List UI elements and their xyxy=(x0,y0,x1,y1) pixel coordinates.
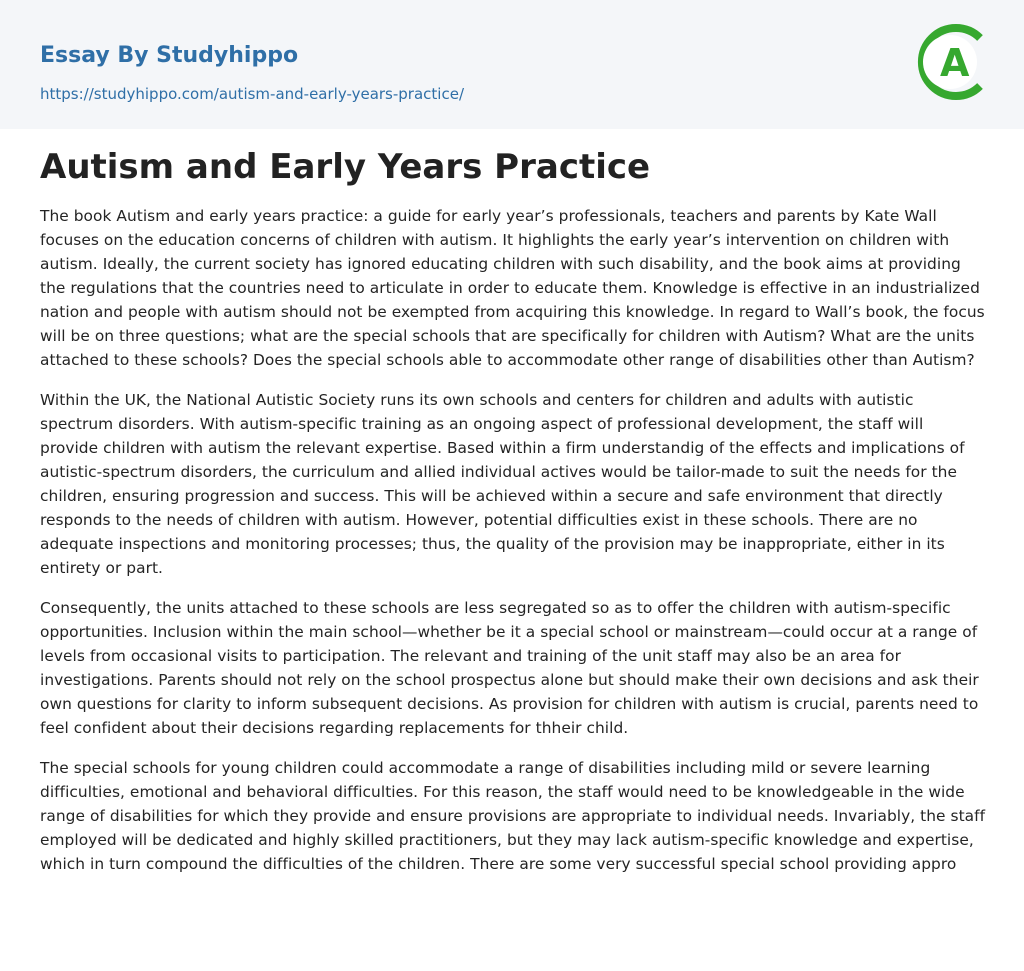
brand-title[interactable]: Essay By Studyhippo xyxy=(40,43,299,68)
essay-paragraph: Consequently, the units attached to these schools are less segregated so as to offer the children with autism-specific opportunities. Inclusion within the main school—whether be it a special school or mainstream—could occur at a range of levels from occasional visits to participation. The relevant and training of the unit staff may also be an area for investigations. Parents should not rely on the school prospectus alone but should make their own decisions and ask their own questions for clarity to inform subsequent decisions. As provision for children with autism is crucial, parents need to feel confident about their decisions regarding replacements for thheir child. xyxy=(40,599,979,737)
source-url-link[interactable]: https://studyhippo.com/autism-and-early-years-practice/ xyxy=(40,85,464,103)
essay-content xyxy=(40,140,986,892)
logo-letter: A xyxy=(940,41,970,85)
essay-title: Autism and Early Years Practice xyxy=(40,147,651,187)
studyhippo-logo-icon[interactable] xyxy=(912,18,988,106)
essay-paragraph: The book Autism and early years practice: a guide for early year’s professionals, teachers and parents by Kate Wall focuses on the education concerns of children with autism. It highlights the early year’s intervention on children with autism. Ideally, the current society has ignored educating children with such disability, and the book aims at providing the regulations that the countries need to articulate in order to educate them. Knowledge is effective in an industrialized nation and people with autism should not be exempted from acquiring this knowledge. In regard to Wall’s book, the focus will be on three questions; what are the special schools that are specifically for children with Autism? What are the units attached to these schools? Does the special schools able to accommodate other range of disabilities other than Autism? xyxy=(40,207,985,369)
essay-paragraph: Within the UK, the National Autistic Society runs its own schools and centers for children and adults with autistic spectrum disorders. With autism-specific training as an ongoing aspect of professional development, the staff will provide children with autism the relevant expertise. Based within a firm understandig of the effects and implications of autistic-spectrum disorders, the curriculum and allied individual actives would be tailor-made to suit the needs for the children, ensuring progression and success. This will be achieved within a secure and safe environment that directly responds to the needs of children with autism. However, potential difficulties exist in these schools. There are no adequate inspections and monitoring processes; thus, the quality of the provision may be inappropriate, either in its entirety or part. xyxy=(40,391,965,577)
essay-paragraph: The special schools for young children could accommodate a range of disabilities including mild or severe learning difficulties, emotional and behavioral difficulties. For this reason, the staff would need to be knowledgeable in the wide range of disabilities for which they provide and ensure provisions are appropriate to individual needs. Invariably, the staff employed will be dedicated and highly skilled practitioners, but they may lack autism-specific knowledge and expertise, which in turn compound the difficulties of the children. There are some very successful special school providing appro xyxy=(40,759,986,873)
site-header xyxy=(0,0,1024,129)
